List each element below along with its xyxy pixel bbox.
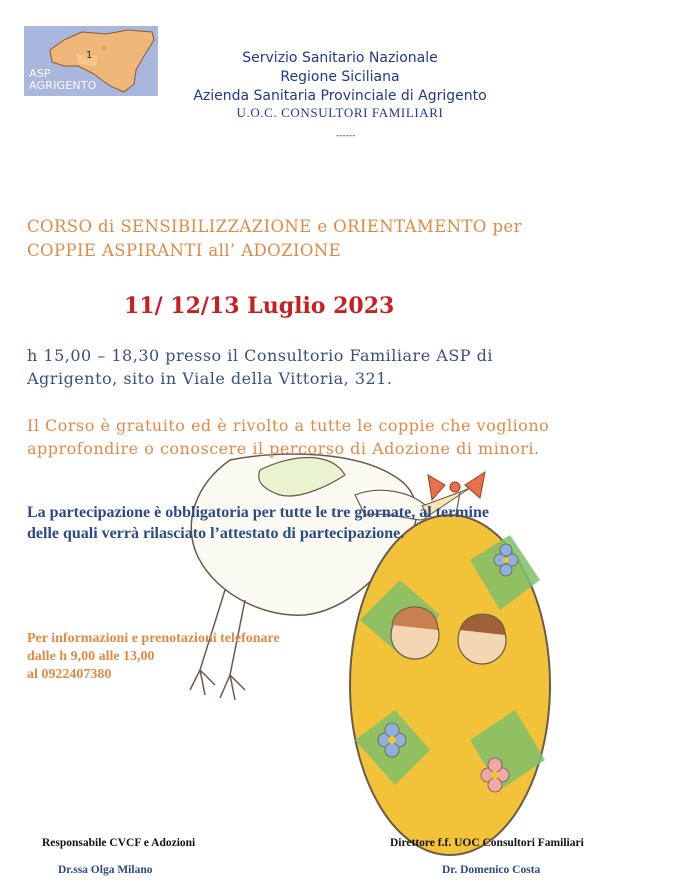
signature-right-name: Dr. Domenico Costa bbox=[442, 864, 541, 876]
course-title-line1: CORSO di SENSIBILIZZAZIONE e ORIENTAMENTO per bbox=[27, 217, 522, 236]
free-line1: Il Corso è gratuito ed è rivolto a tutte le coppie che vogliono bbox=[27, 416, 550, 435]
logo-number: 1 bbox=[86, 50, 93, 61]
contact-line2: dalle h 9,00 alle 13,00 bbox=[27, 649, 155, 664]
contact-line1: Per informazioni e prenotazioni telefonare bbox=[27, 631, 280, 646]
header-line2: Regione Siciliana bbox=[280, 69, 400, 85]
header-line4: U.O.C. CONSULTORI FAMILIARI bbox=[236, 105, 444, 120]
course-title-line2: COPPIE ASPIRANTI all’ ADOZIONE bbox=[27, 241, 342, 260]
logo-line2: AGRIGENTO bbox=[29, 79, 97, 92]
details-line2: Agrigento, sito in Viale della Vittoria, 321. bbox=[27, 369, 393, 388]
free-line2: approfondire o conoscere il percorso di Adozione di minori. bbox=[27, 439, 540, 458]
header-line3: Azienda Sanitaria Provinciale di Agrigento bbox=[193, 88, 487, 104]
header-separator: ------ bbox=[336, 131, 356, 141]
signature-left-role: Responsabile CVCF e Adozioni bbox=[42, 837, 196, 849]
attendance-line1: La partecipazione è obbligatoria per tutte le tre giornate, al termine bbox=[27, 504, 489, 521]
signature-left-name: Dr.ssa Olga Milano bbox=[58, 864, 153, 876]
course-date: 11/ 12/13 Luglio 2023 bbox=[124, 293, 395, 319]
header-line1: Servizio Sanitario Nazionale bbox=[242, 50, 438, 66]
contact-phone: al 0922407380 bbox=[27, 667, 112, 682]
logo-line1: ASP bbox=[29, 67, 51, 80]
signature-right-role: Direttore f.f. UOC Consultori Familiari bbox=[390, 837, 584, 849]
attendance-line2: delle quali verrà rilasciato l’attestato di partecipazione. bbox=[27, 525, 405, 542]
asp-agrigento-logo bbox=[24, 26, 158, 96]
details-line1: h 15,00 – 18,30 presso il Consultorio Familiare ASP di bbox=[27, 346, 493, 365]
